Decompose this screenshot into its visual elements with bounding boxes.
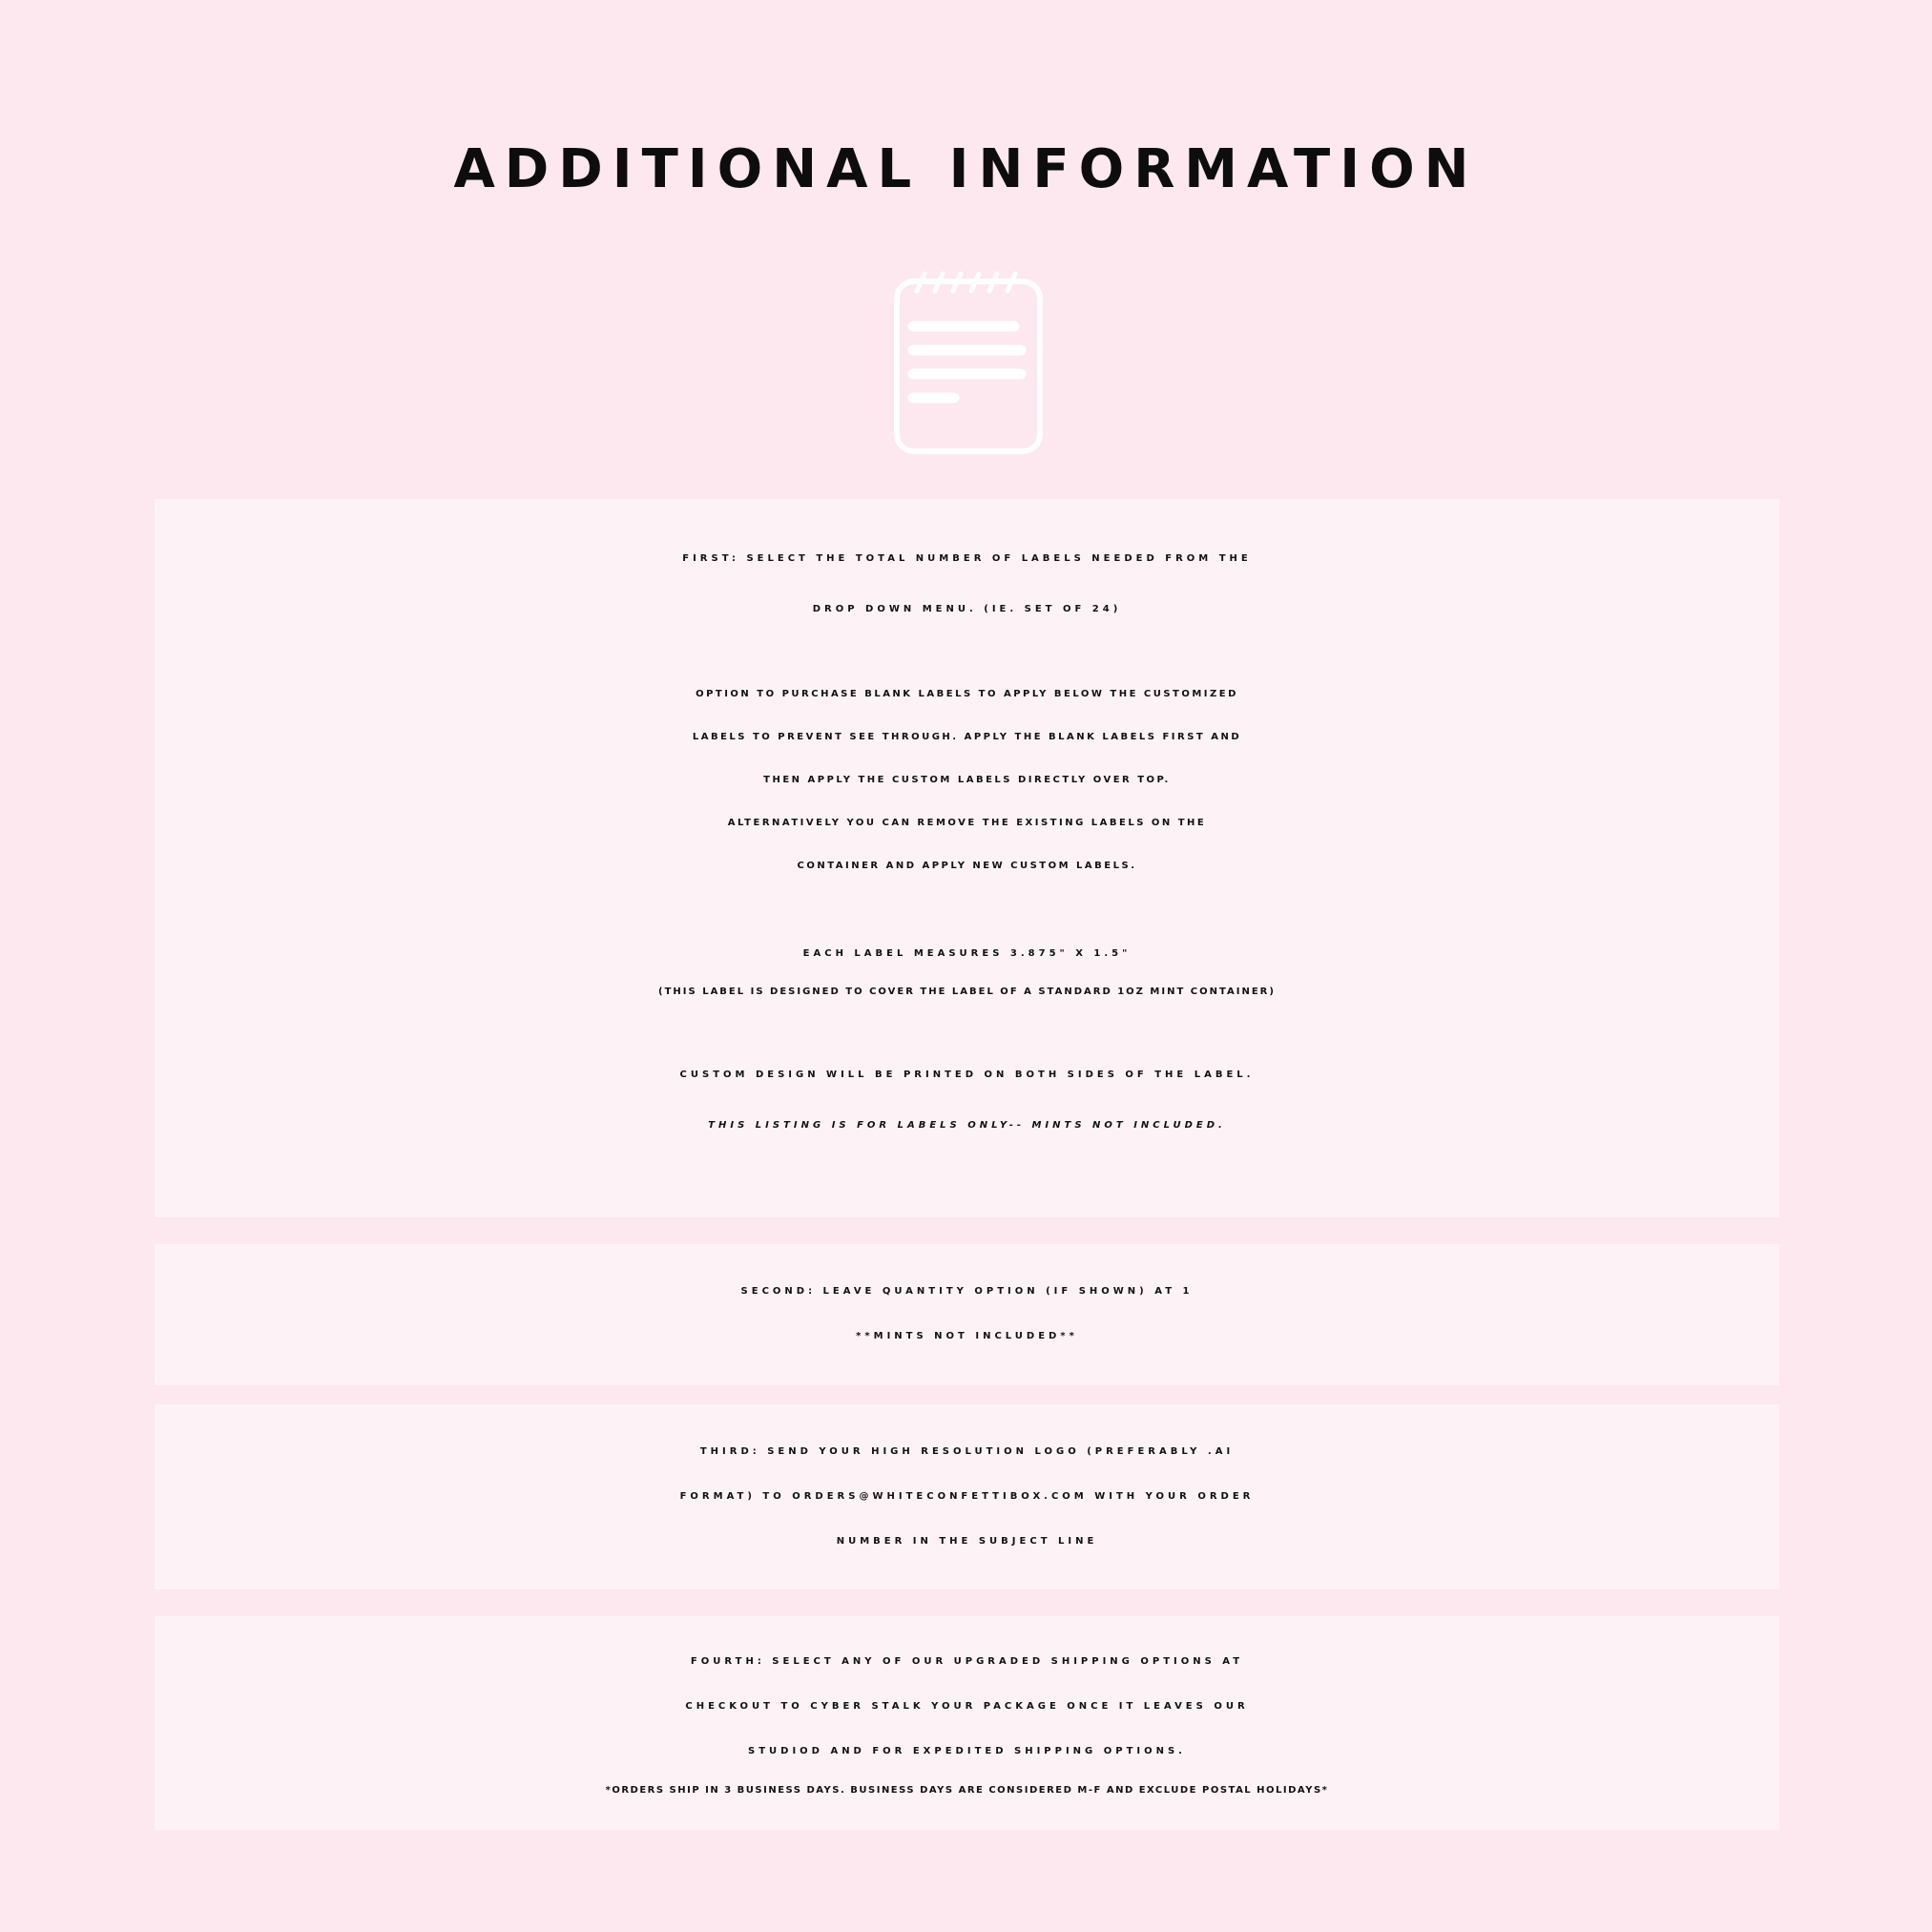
option-line: ALTERNATIVELY YOU CAN REMOVE THE EXISTING LABELS ON THE: [727, 818, 1207, 828]
step-first-panel: [155, 499, 1779, 1217]
step-fourth-line3: STUDIOD AND FOR EXPEDITED SHIPPING OPTIONS.: [748, 1746, 1186, 1756]
step-fourth-line2: CHECKOUT TO CYBER STALK YOUR PACKAGE ONCE IT LEAVES OUR: [685, 1701, 1249, 1712]
option-line: LABELS TO PREVENT SEE THROUGH. APPLY THE BLANK LABELS FIRST AND: [692, 732, 1242, 742]
label-measurement-note: (THIS LABEL IS DESIGNED TO COVER THE LABEL OF A STANDARD 1OZ MINT CONTAINER): [658, 987, 1276, 997]
option-line: OPTION TO PURCHASE BLANK LABELS TO APPLY BELOW THE CUSTOMIZED: [696, 689, 1238, 699]
page-title: ADDITIONAL INFORMATION: [453, 138, 1479, 200]
step-second-line1: SECOND: LEAVE QUANTITY OPTION (IF SHOWN) AT 1: [740, 1286, 1194, 1297]
step-second-panel: [155, 1244, 1779, 1385]
labels-only-note: THIS LISTING IS FOR LABELS ONLY-- MINTS NOT INCLUDED.: [708, 1120, 1226, 1131]
step-second-line2: **MINTS NOT INCLUDED**: [856, 1331, 1078, 1341]
option-line: THEN APPLY THE CUSTOM LABELS DIRECTLY OVER TOP.: [763, 775, 1171, 785]
step-third-line1: THIRD: SEND YOUR HIGH RESOLUTION LOGO (PREFERABLY .AI: [699, 1446, 1235, 1457]
label-measurement: EACH LABEL MEASURES 3.875" X 1.5": [802, 948, 1132, 959]
step-third-line3: NUMBER IN THE SUBJECT LINE: [836, 1536, 1098, 1547]
shipping-note: *ORDERS SHIP IN 3 BUSINESS DAYS. BUSINESS DAYS ARE CONSIDERED M-F AND EXCLUDE POSTAL HOLIDAYS*: [605, 1785, 1329, 1796]
custom-design-note: CUSTOM DESIGN WILL BE PRINTED ON BOTH SIDES OF THE LABEL.: [679, 1070, 1255, 1080]
step-fourth-panel: [155, 1616, 1779, 1830]
option-line: CONTAINER AND APPLY NEW CUSTOM LABELS.: [797, 861, 1137, 871]
step-third-line2: FORMAT) TO ORDERS@WHITECONFETTIBOX.COM WITH YOUR ORDER: [679, 1491, 1255, 1502]
notepad-icon: [887, 262, 1049, 458]
step-first-heading-line1: FIRST: SELECT THE TOTAL NUMBER OF LABELS NEEDED FROM THE: [682, 553, 1252, 564]
step-fourth-line1: FOURTH: SELECT ANY OF OUR UPGRADED SHIPPING OPTIONS AT: [690, 1656, 1244, 1667]
step-first-heading-line2: DROP DOWN MENU. (IE. SET OF 24): [812, 604, 1122, 614]
step-third-panel: [155, 1404, 1779, 1589]
